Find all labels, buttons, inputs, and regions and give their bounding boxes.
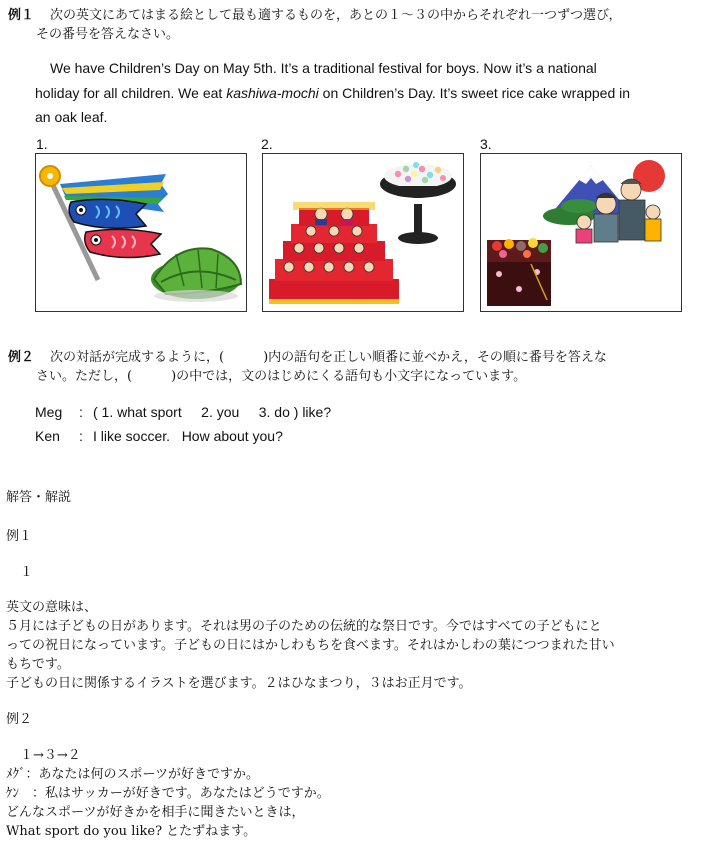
choice-1-number: 1. (36, 136, 48, 152)
answer-ex1-value: １ (20, 565, 34, 580)
ex1-instruction-line2: その番号を答えなさい。 (36, 27, 180, 42)
ex1-label: 例１ (8, 8, 35, 23)
koinobori-illustration (36, 154, 246, 311)
expl2-line: ﾒｸﾞ：あなたは何のスポーツが好きですか。 (6, 767, 259, 782)
expl2-line: What sport do you like? とたずねます。 (6, 824, 257, 839)
passage-line2-b: on Children’s Day. It’s sweet rice cake wrapped in (318, 85, 631, 101)
expl1-line: もちです。 (6, 657, 70, 672)
ex2-label: 例２ (8, 350, 35, 365)
ex2-instruction-line2: さい。ただし，( )の中では，文のはじめにくる語句も小文字になっています。 (36, 369, 527, 384)
new-year-illustration (481, 154, 681, 311)
ex2-instruction-line1: 次の対話が完成するように，( )内の語句を正しい順番に並べかえ，その順に番号を答えな (50, 350, 607, 365)
passage-line2-italic: kashiwa-mochi (226, 85, 319, 101)
answer-ex2-label: 例２ (6, 712, 33, 727)
expl1-line: 英文の意味は、 (6, 600, 98, 615)
ex1-instruction-line1: 次の英文にあてはまる絵として最も適するものを，あとの１〜３の中からそれぞれ一つずつ選び， (50, 8, 622, 23)
hina-dolls-illustration (263, 154, 463, 311)
expl1-line: ５月には子どもの日があります。それは男の子のための伝統的な祭日です。今ではすべての子どもにと (6, 619, 602, 634)
expl1-line: っての祝日になっています。子どもの日にはかしわもちを食べます。それはかしわの葉につつまれた甘い (6, 638, 615, 653)
answers-heading: 解答・解説 (6, 490, 72, 505)
choice-3-illustration (480, 153, 682, 312)
passage-line2-a: holiday for all children. We eat (35, 85, 227, 101)
answer-ex1-explanation (6, 598, 706, 693)
expl1-line: 子どもの日に関係するイラストを選びます。２はひなまつり，３はお正月です。 (6, 676, 472, 691)
choice-2-illustration (262, 153, 464, 312)
expl2-line: ｹﾝ ：私はサッカーが好きです。あなたはどうですか。 (6, 786, 330, 801)
choice-2-number: 2. (261, 136, 273, 152)
dialog-colon-meg: : (79, 404, 83, 420)
dialog-line-meg: ( 1. what sport 2. you 3. do ) like? (93, 404, 332, 420)
dialog-colon-ken: : (79, 428, 83, 444)
choice-1-illustration (35, 153, 247, 312)
dialog-speaker-ken: Ken (35, 428, 60, 444)
dialog-line-ken: I like soccer. How about you? (93, 428, 283, 444)
passage-line3: an oak leaf. (35, 109, 108, 125)
passage-line1: We have Children’s Day on May 5th. It’s a traditional festival for boys. Now it’s a national (50, 60, 597, 76)
expl2-line: どんなスポーツが好きかを相手に聞きたいときは， (6, 805, 305, 820)
dialog-speaker-meg: Meg (35, 404, 63, 420)
answer-ex1-label: 例１ (6, 529, 33, 544)
answer-ex2-value: １→３→２ (20, 748, 81, 763)
answer-ex2-explanation (6, 765, 706, 841)
choice-3-number: 3. (480, 136, 492, 152)
passage-line2 (35, 85, 630, 101)
